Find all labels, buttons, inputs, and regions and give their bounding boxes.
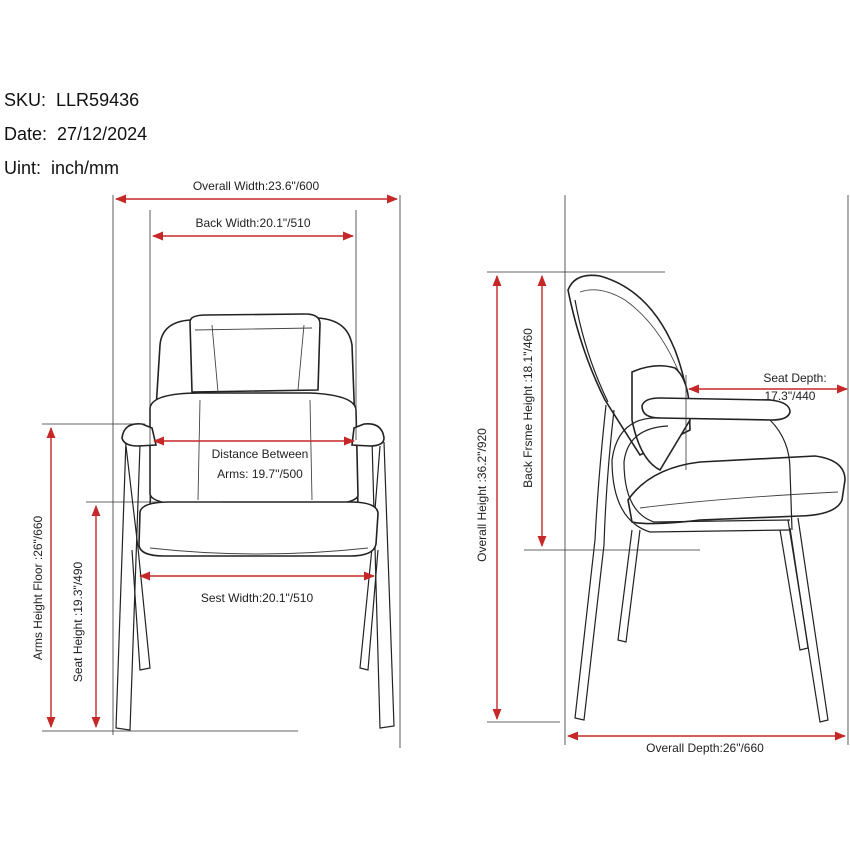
seat-width-label: Sest Width:20.1"/510 [200,591,314,605]
seat-width-dimension [140,576,374,605]
overall-height-label: Overall Height :36.2"/920 [475,428,489,562]
sku-value: LLR59436 [56,90,140,110]
unit-label: Uint: [4,158,42,178]
date-label: Date: [4,124,48,144]
unit-value: inch/mm [51,158,120,178]
distance-between-label-1: Distance Between [211,447,309,461]
overall-depth-label: Overall Depth:26"/660 [646,741,764,755]
side-chair-drawing [568,275,845,722]
date-value: 27/12/2024 [57,124,148,144]
back-frame-height-label: Back Frsme Height :18.1"/460 [521,328,535,488]
back-width-label: Back Width:20.1"/510 [195,216,311,230]
seat-depth-label-2: 17.3"/440 [764,389,816,403]
arms-height-label: Arms Height Floor :26"/660 [31,515,45,661]
front-chair-drawing [116,314,394,730]
distance-between-label-2: Arms: 19.7"/500 [217,467,303,481]
overall-width-label: Overall Width:23.6"/600 [192,179,320,193]
seat-height-label: Seat Height :19.3"/490 [71,561,85,683]
seat-depth-label-1: Seat Depth: [763,371,827,385]
sku-label: SKU: [4,90,47,110]
